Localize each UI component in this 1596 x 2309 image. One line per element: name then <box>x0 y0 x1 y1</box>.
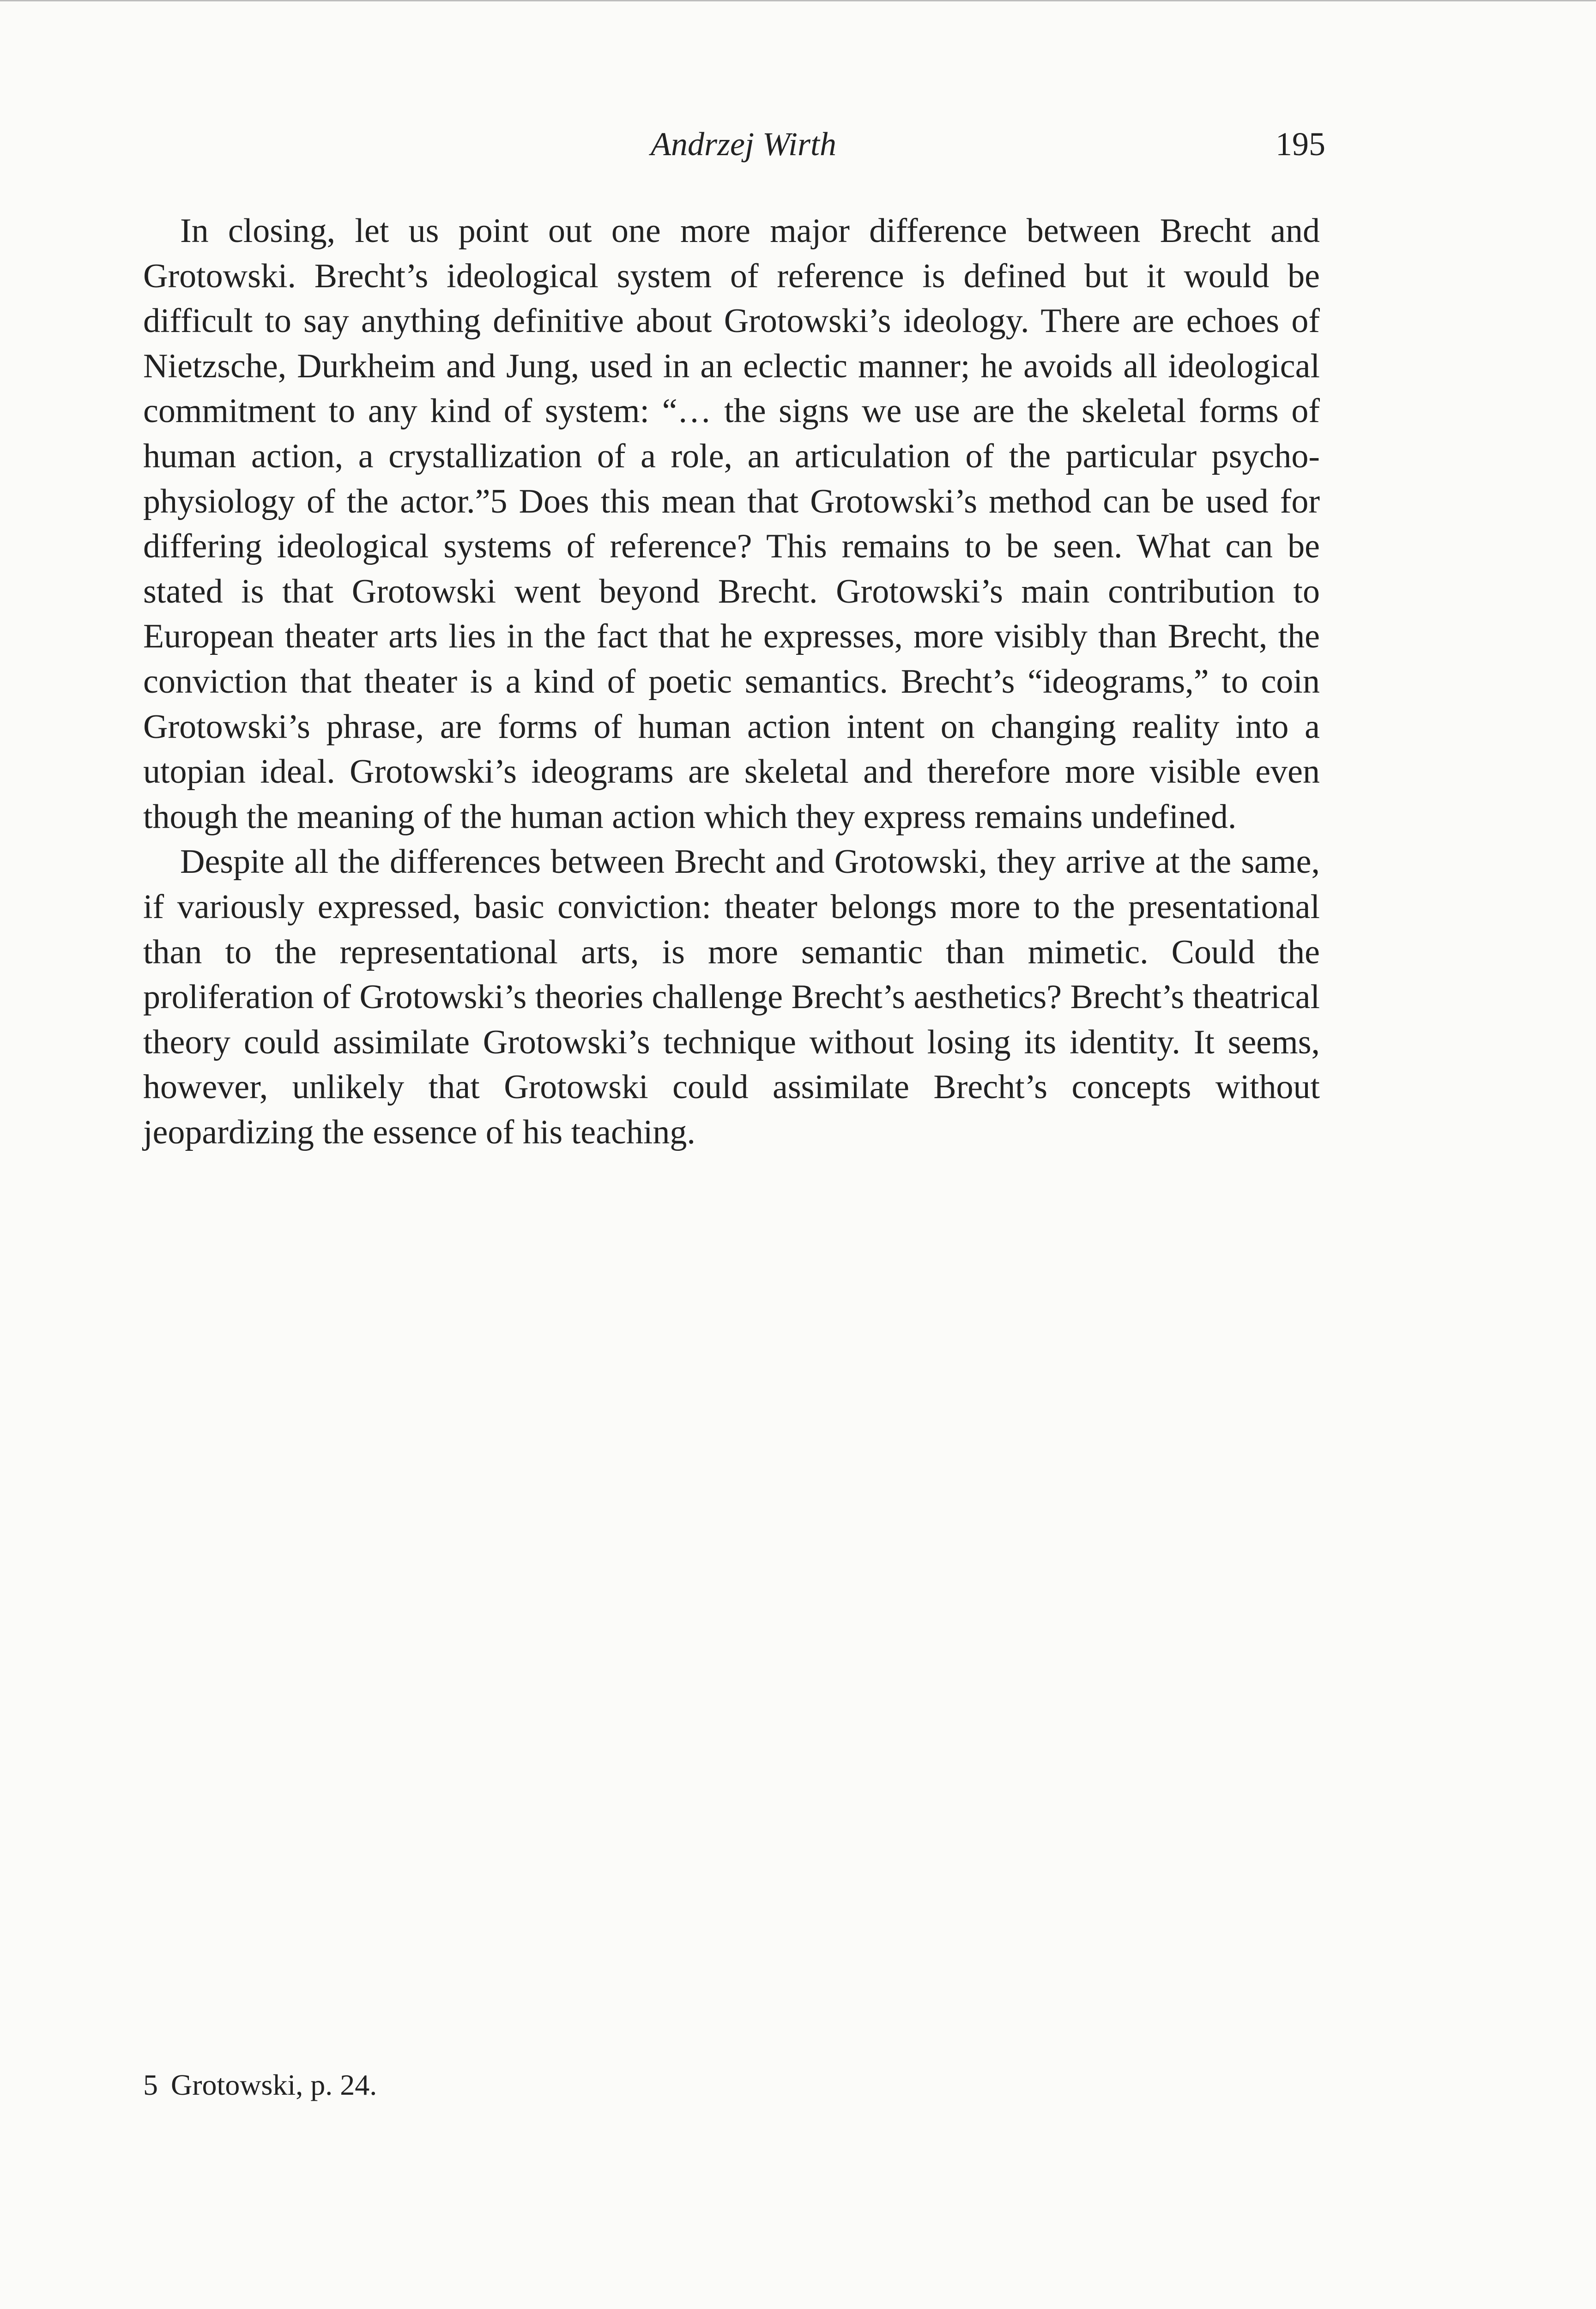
running-head: Andrzej Wirth <box>650 126 836 163</box>
paragraph: In closing, let us point out one more major difference between Brecht and Grotowski. Brecht’s ideological system of reference is defined but it would be difficult to say anything definitive about Grotowski’s ideology. There are echoes of Nietzsche, Durkheim and Jung, used in an eclectic manner; he avoids all ideological commitment to any kind of system: “… the signs we use are the skeletal forms of human action, a crystallization of a role, an articulation of the particular psycho-physiology of the actor.”5 Does this mean that Grotowski’s method can be used for differing ideological systems of reference? This remains to be seen. What can be stated is that Grotowski went beyond Brecht. Grotowski’s main contribution to European theater arts lies in the fact that he expresses, more visibly than Brecht, the conviction that theater is a kind of poetic semantics. Brecht’s “ideograms,” to coin Grotowski’s phrase, are forms of human action intent on changing reality into a utopian ideal. Grotowski’s ideograms are skeletal and therefore more visible even though the meaning of the human action which they express remains undefined. <box>143 212 1320 836</box>
scan-edge-rule <box>0 0 1596 1</box>
paragraph: Despite all the differences between Brecht and Grotowski, they arrive at the same, if variously expressed, basic conviction: theater belongs more to the presentational than to the representational arts, is more semantic than mimetic. Could the proliferation of Grotowski’s theories challenge Brecht’s aesthetics? Brecht’s theatrical theory could assimilate Grotowski’s technique without losing its identity. It seems, however, unlikely that Grotowski could assimilate Brecht’s concepts without jeopardizing the essence of his teaching. <box>143 843 1320 1151</box>
footnote <box>143 2064 1320 2106</box>
page-number: 195 <box>1276 126 1325 163</box>
footnote-marker: 5 <box>143 2068 158 2101</box>
page-header <box>0 121 1596 167</box>
body-text <box>143 209 1320 1155</box>
footnote-text: Grotowski, p. 24. <box>171 2068 377 2101</box>
